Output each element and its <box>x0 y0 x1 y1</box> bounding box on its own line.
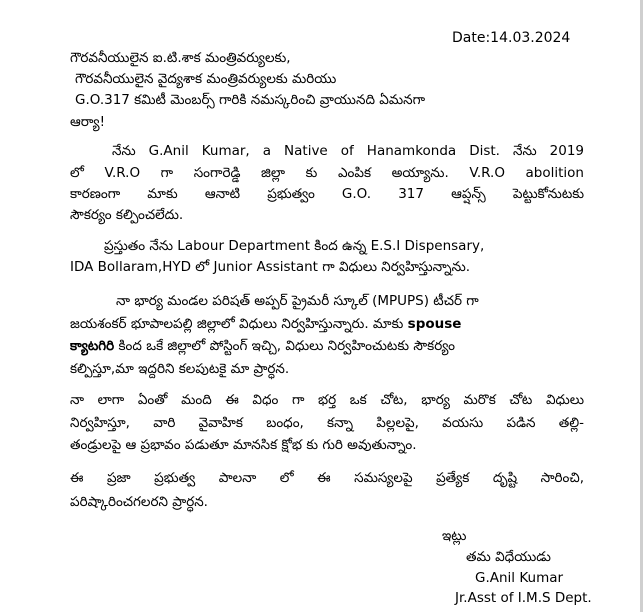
paragraph-line: నా లాగా ఏంతో మంది ఈ విధం గా భర్త ఒక చోట, భార్య మరొక చోట విధులు <box>70 392 584 408</box>
salutation: ఆర్యా! <box>70 114 106 130</box>
closing: ఇట్లు <box>442 528 467 544</box>
paragraph-text: జయశంకర్ భూపాలపల్లి జిల్లాలో విధులు నిర్వహిస్తున్నారు. మాకు <box>70 316 404 332</box>
signatory-name: G.Anil Kumar <box>475 570 564 586</box>
letter-date: Date:14.03.2024 <box>452 30 571 46</box>
paragraph-line: నేను G.Anil Kumar, a Native of Hanamkonda Dist. నేను 2019 <box>112 143 584 159</box>
paragraph-line: నా భార్య మండల పరిషత్ అప్పర్ ప్రైమరీ స్కూల్ (MPUPS) టీచర్ గా <box>116 293 479 309</box>
bold-keyword: spouse <box>407 316 462 332</box>
paragraph-text: కింద ఒకే జిల్లాలో పోస్టింగ్ ఇచ్చి, విధులు నిర్వహించుటకు సౌకర్యం <box>118 338 455 354</box>
closing-sincerely: తమ విధేయుడు <box>466 549 551 565</box>
paragraph-line <box>70 338 455 357</box>
paragraph-line: లో V.R.O గా సంగారెడ్డి జిల్లా కు ఎంపిక అయ్యాను. V.R.O abolition <box>70 165 584 181</box>
paragraph-line: IDA Bollaram,HYD లో Junior Assistant గా విధులు నిర్వహిస్తున్నాను. <box>70 259 471 275</box>
signatory-designation: Jr.Asst of I.M.S Dept. <box>455 590 592 606</box>
paragraph-line <box>70 316 461 335</box>
paragraph-line: ప్రస్తుతం నేను Labour Department కింద ఉన్న E.S.I Dispensary, <box>104 238 485 254</box>
addressee-line: గౌరవనీయులైన ఐ.టి.శాక మంత్రివర్యులకు, <box>70 50 291 66</box>
paragraph-line: ఈ ప్రజా ప్రభుత్వ పాలనా లో ఈ సమస్యలపై ప్రత్యేక దృష్టి సారించి, <box>70 470 584 486</box>
bold-keyword: క్యాటగిరి <box>70 338 115 354</box>
paragraph-line: కారణంగా మాకు ఆనాటి ప్రభుత్వం G.O. 317 ఆప్షన్స్ పెట్టుకోనుటకు <box>70 186 584 202</box>
paragraph-line: నిర్వహిస్తూ, వారి వైవాహిక బంధం, కన్నా పిల్లలపై, వయసు పడిన తల్లి- <box>70 415 584 431</box>
addressee-line: గౌరవనీయులైన వైద్యశాక మంత్రివర్యులకు మరియు <box>75 71 337 87</box>
addressee-line: G.O.317 కమిటీ మెంబర్స్ గారికి నమస్కరించి వ్రాయునది ఏమనగా <box>75 92 426 108</box>
paragraph-line: పరిష్కారించగలరని ప్రార్ధన. <box>70 494 208 510</box>
paragraph-line: తండ్రులపై ఆ ప్రభావం పడుతూ మానసిక క్షోభ కు గురి అవుతున్నాం. <box>70 437 417 453</box>
paragraph-line: కల్పిస్తూ,మా ఇద్దరిని కలపుటకై మా ప్రార్ధన. <box>70 361 290 377</box>
paragraph-line: సౌకర్యం కల్పించలేదు. <box>70 207 184 223</box>
